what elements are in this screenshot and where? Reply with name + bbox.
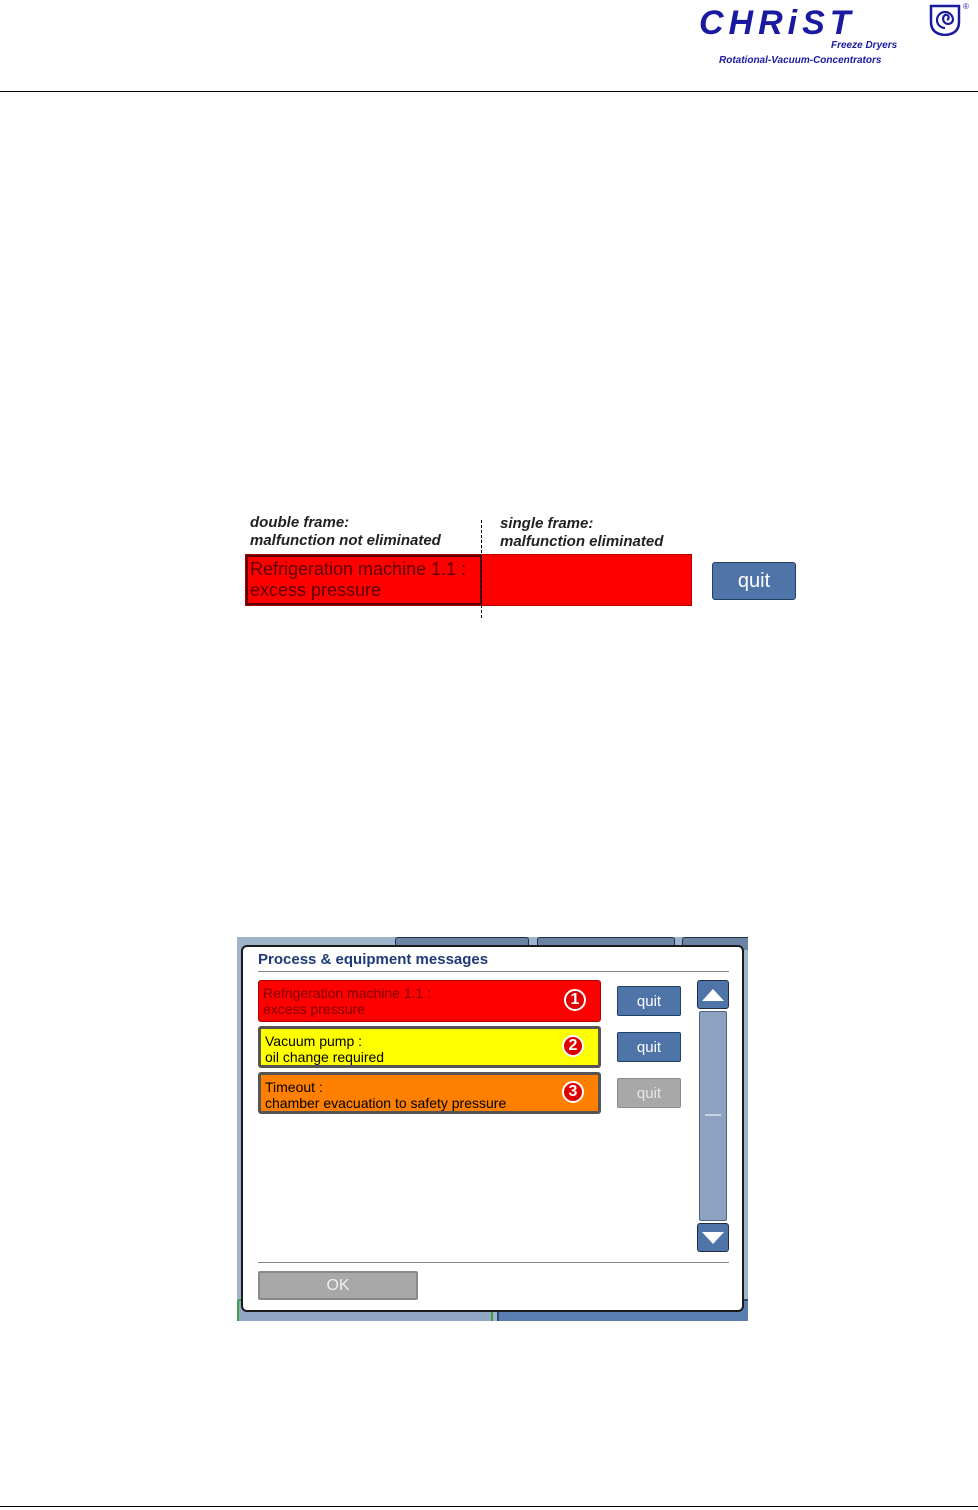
process-messages-dialog <box>241 945 744 1312</box>
divider-dashed-line <box>481 520 482 618</box>
registered-mark: ® <box>963 2 969 11</box>
number-badge-3: 3 <box>562 1081 584 1103</box>
number-badge-2: 2 <box>562 1035 584 1057</box>
quit-button[interactable]: quit <box>712 562 796 600</box>
number-badge-1: 1 <box>564 989 586 1011</box>
triangle-down-icon <box>702 1232 724 1244</box>
footer-rule <box>0 1506 978 1507</box>
single-frame-label: single frame: malfunction eliminated <box>500 515 664 550</box>
message-row-timeout: Timeout : chamber evacuation to safety pressure 3 <box>258 1072 601 1114</box>
message-text: Refrigeration machine 1.1 : excess pressure <box>250 559 467 600</box>
dialog-title: Process & equipment messages <box>258 951 489 968</box>
scrollbar-track[interactable] <box>699 1011 727 1221</box>
scroll-up-button[interactable] <box>697 980 729 1009</box>
quit-button-2[interactable]: quit <box>617 1032 681 1062</box>
quit-button-1[interactable]: quit <box>617 986 681 1016</box>
triangle-up-icon <box>702 989 724 1001</box>
scrollbar-grip <box>705 1114 721 1116</box>
message-row-refrigeration: Refrigeration machine 1.1 : excess pressure 1 <box>258 980 601 1022</box>
footer-rule <box>258 1262 729 1263</box>
title-rule <box>258 971 729 972</box>
ok-button[interactable]: OK <box>258 1271 418 1300</box>
double-frame-label: double frame: malfunction not eliminated <box>250 514 441 549</box>
logo-emblem-icon <box>929 4 961 36</box>
logo-tagline-2: Rotational-Vacuum-Concentrators <box>719 55 882 66</box>
christ-logo <box>695 0 978 80</box>
messages-dialog-screenshot <box>237 937 748 1321</box>
message-row-vacuum-pump: Vacuum pump : oil change required 2 <box>258 1026 601 1068</box>
logo-wordmark: CHRiST <box>699 4 856 42</box>
quit-button-3-disabled: quit <box>617 1078 681 1108</box>
message-bar-refrigeration <box>245 554 692 606</box>
logo-tagline-1: Freeze Dryers <box>831 40 898 51</box>
header-rule <box>0 91 978 92</box>
scroll-down-button[interactable] <box>697 1223 729 1252</box>
frame-legend-figure <box>240 510 810 625</box>
